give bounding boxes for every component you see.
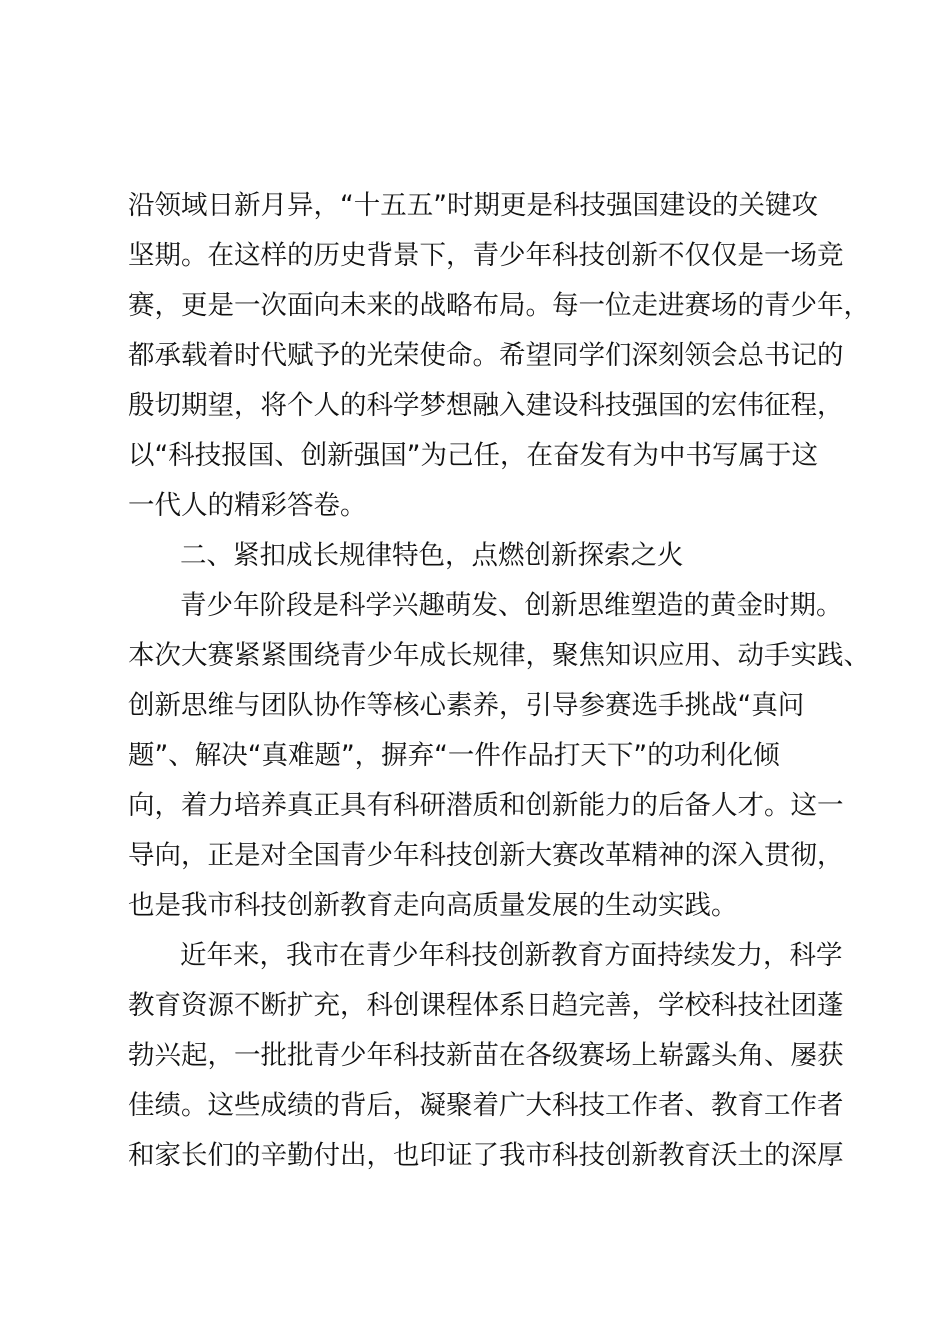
text-line: 佳绩。这些成绩的背后，凝聚着广大科技工作者、教育工作者	[128, 1090, 844, 1121]
text-line: 题”、解决“真难题”，摒弃“一件作品打天下”的功利化倾	[128, 740, 780, 771]
text-line: 勃兴起，一批批青少年科技新苗在各级赛场上崭露头角、屡获	[128, 1040, 844, 1071]
text-line: 教育资源不断扩充，科创课程体系日趋完善，学校科技社团蓬	[128, 990, 844, 1021]
text-line: 向，着力培养真正具有科研潜质和创新能力的后备人才。这一	[128, 790, 844, 821]
text-line: 沿领域日新月异，“十五五”时期更是科技强国建设的关键攻	[128, 190, 818, 221]
paragraph-first-line: 近年来，我市在青少年科技创新教育方面持续发力，科学	[180, 940, 843, 971]
text-line: 和家长们的辛勤付出，也印证了我市科技创新教育沃土的深厚	[128, 1140, 844, 1171]
text-line: 都承载着时代赋予的光荣使命。希望同学们深刻领会总书记的	[128, 340, 844, 371]
body-text	[128, 181, 870, 1181]
text-line: 导向，正是对全国青少年科技创新大赛改革精神的深入贯彻，	[128, 840, 844, 871]
text-line: 殷切期望，将个人的科学梦想融入建设科技强国的宏伟征程，	[128, 390, 844, 421]
text-line: 赛，更是一次面向未来的战略布局。每一位走进赛场的青少年，	[128, 290, 870, 321]
text-line: 创新思维与团队协作等核心素养，引导参赛选手挑战“真问	[128, 690, 805, 721]
paragraph-first-line: 青少年阶段是科学兴趣萌发、创新思维塑造的黄金时期。	[180, 590, 843, 621]
text-line: 以“科技报国、创新强国”为己任，在奋发有为中书写属于这	[128, 440, 818, 471]
text-line: 坚期。在这样的历史背景下，青少年科技创新不仅仅是一场竞	[128, 240, 844, 271]
section-heading: 二、紧扣成长规律特色，点燃创新探索之火	[180, 540, 684, 571]
text-line: 本次大赛紧紧围绕青少年成长规律，聚焦知识应用、动手实践、	[128, 640, 870, 671]
text-line: 也是我市科技创新教育走向高质量发展的生动实践。	[128, 890, 738, 921]
text-line: 一代人的精彩答卷。	[128, 490, 367, 521]
